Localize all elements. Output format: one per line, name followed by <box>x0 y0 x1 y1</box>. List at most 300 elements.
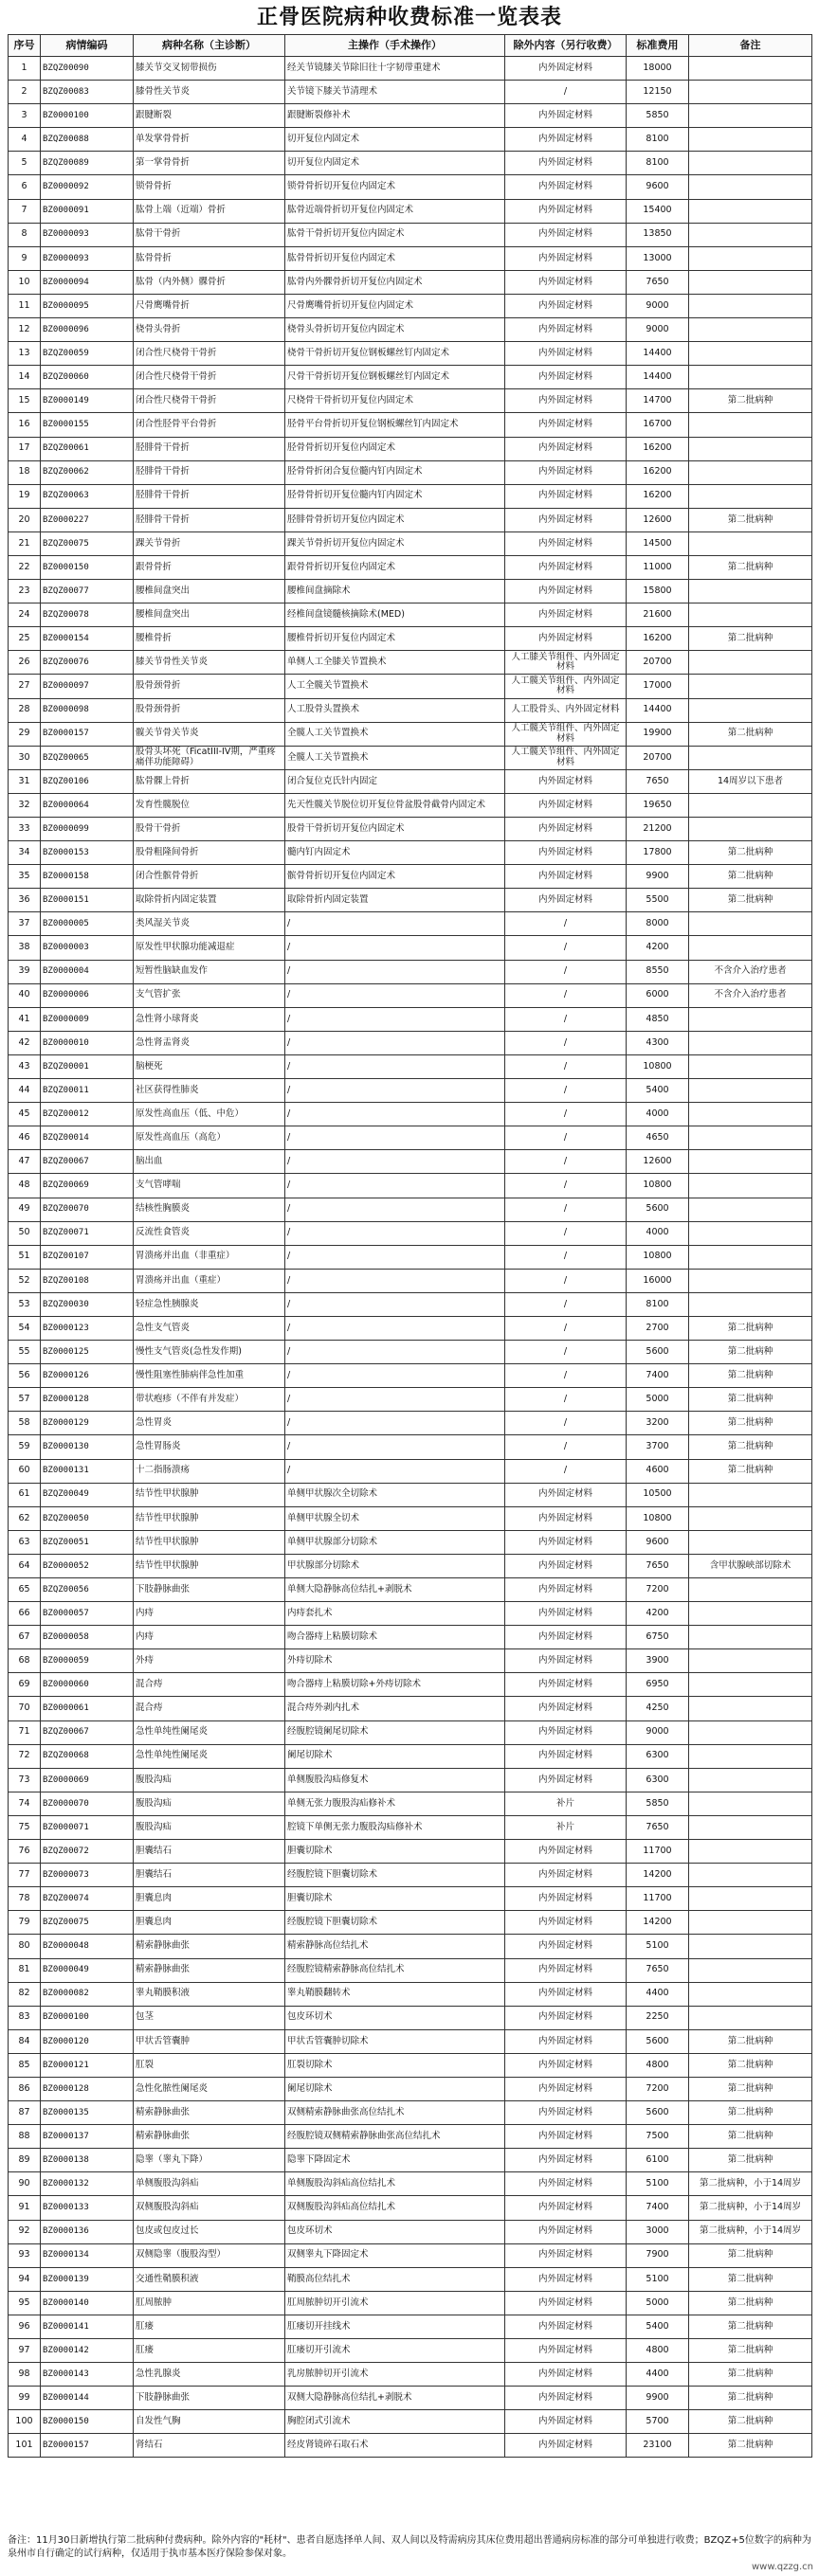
cell-index: 100 <box>9 2410 41 2434</box>
cell-fee: 8100 <box>627 152 689 175</box>
cell-fee: 18000 <box>627 57 689 81</box>
cell-disease: 双侧隐睾（腹股沟型） <box>134 2243 285 2267</box>
cell-excluded: 内外固定材料 <box>505 1602 627 1626</box>
cell-code: BZ0000006 <box>41 983 134 1007</box>
cell-remark <box>689 746 812 769</box>
cell-excluded: / <box>505 1388 627 1412</box>
table-row <box>9 2387 812 2410</box>
cell-code: BZ0000082 <box>41 1982 134 2006</box>
cell-disease: 第一掌骨骨折 <box>134 152 285 175</box>
cell-excluded: / <box>505 81 627 104</box>
cell-disease: 精索静脉曲张 <box>134 1935 285 1958</box>
table-row <box>9 1007 812 1031</box>
cell-operation: 先天性髋关节脱位切开复位骨盆股骨截骨内固定术 <box>285 793 505 817</box>
cell-index: 46 <box>9 1126 41 1150</box>
cell-excluded: 内外固定材料 <box>505 627 627 651</box>
cell-disease: 肱骨上端（近端）骨折 <box>134 199 285 223</box>
cell-index: 90 <box>9 2172 41 2196</box>
cell-code: BZ0000094 <box>41 270 134 294</box>
cell-index: 69 <box>9 1673 41 1697</box>
cell-remark <box>689 1292 812 1316</box>
cell-remark <box>689 1982 812 2006</box>
cell-disease: 脑出血 <box>134 1150 285 1174</box>
cell-code: BZQZ00056 <box>41 1578 134 1602</box>
cell-code: BZ0000071 <box>41 1815 134 1839</box>
cell-fee: 19900 <box>627 722 689 746</box>
cell-excluded: 内外固定材料 <box>505 2006 627 2029</box>
cell-excluded: 内外固定材料 <box>505 1506 627 1530</box>
cell-code: BZ0000097 <box>41 675 134 698</box>
cell-index: 48 <box>9 1174 41 1198</box>
cell-remark <box>689 1007 812 1031</box>
cell-index: 35 <box>9 865 41 889</box>
cell-remark <box>689 223 812 246</box>
table-row <box>9 2339 812 2363</box>
cell-fee: 15800 <box>627 580 689 603</box>
cell-index: 14 <box>9 366 41 389</box>
cell-fee: 5850 <box>627 104 689 128</box>
cell-index: 47 <box>9 1150 41 1174</box>
cell-code: BZQZ00059 <box>41 342 134 366</box>
cell-fee: 21200 <box>627 818 689 841</box>
cell-index: 88 <box>9 2125 41 2149</box>
cell-excluded: 内外固定材料 <box>505 1935 627 1958</box>
table-row <box>9 2363 812 2387</box>
cell-remark <box>689 1602 812 1626</box>
cell-operation: 甲状腺部分切除术 <box>285 1554 505 1577</box>
cell-code: BZ0000057 <box>41 1602 134 1626</box>
table-row <box>9 818 812 841</box>
cell-index: 34 <box>9 841 41 865</box>
cell-index: 85 <box>9 2053 41 2077</box>
cell-operation: 胫骨骨折切开复位髓内钉内固定术 <box>285 484 505 508</box>
cell-fee: 5600 <box>627 1198 689 1221</box>
cell-disease: 肱骨干骨折 <box>134 223 285 246</box>
cell-excluded: 内外固定材料 <box>505 389 627 413</box>
cell-index: 15 <box>9 389 41 413</box>
cell-operation: / <box>285 1198 505 1221</box>
cell-excluded: 内外固定材料 <box>505 1840 627 1864</box>
cell-disease: 包茎 <box>134 2006 285 2029</box>
cell-remark: 第二批病种 <box>689 865 812 889</box>
cell-remark <box>689 1530 812 1554</box>
cell-index: 50 <box>9 1221 41 1245</box>
cell-remark <box>689 1079 812 1103</box>
cell-index: 99 <box>9 2387 41 2410</box>
table-row <box>9 460 812 484</box>
table-body <box>9 57 812 2458</box>
cell-index: 38 <box>9 936 41 960</box>
cell-index: 13 <box>9 342 41 366</box>
cell-code: BZ0000140 <box>41 2291 134 2315</box>
cell-operation: 肛周脓肿切开引流术 <box>285 2291 505 2315</box>
cell-fee: 4300 <box>627 1031 689 1054</box>
cell-excluded: 内外固定材料 <box>505 128 627 152</box>
cell-excluded: 内外固定材料 <box>505 104 627 128</box>
cell-index: 60 <box>9 1459 41 1483</box>
cell-index: 22 <box>9 555 41 579</box>
cell-operation: 切开复位内固定术 <box>285 128 505 152</box>
cell-disease: 跟骨骨折 <box>134 555 285 579</box>
cell-excluded: 内外固定材料 <box>505 1673 627 1697</box>
cell-code: BZQZ00067 <box>41 1150 134 1174</box>
cell-code: BZQZ00050 <box>41 1506 134 1530</box>
cell-disease: 肛瘘 <box>134 2339 285 2363</box>
cell-operation: / <box>285 1054 505 1078</box>
cell-index: 96 <box>9 2315 41 2338</box>
cell-fee: 13850 <box>627 223 689 246</box>
cell-index: 43 <box>9 1054 41 1078</box>
cell-operation: / <box>285 1364 505 1388</box>
table-row <box>9 81 812 104</box>
table-row <box>9 1744 812 1768</box>
cell-code: BZ0000130 <box>41 1435 134 1459</box>
header-fee: 标准费用 <box>627 35 689 57</box>
cell-fee: 13000 <box>627 246 689 270</box>
cell-remark <box>689 698 812 722</box>
cell-fee: 9900 <box>627 865 689 889</box>
cell-code: BZQZ00069 <box>41 1174 134 1198</box>
table-row <box>9 1364 812 1388</box>
cell-operation: 肱骨骨折切开复位内固定术 <box>285 246 505 270</box>
table-row <box>9 175 812 199</box>
cell-code: BZ0000003 <box>41 936 134 960</box>
cell-disease: 肱骨（内外侧）髁骨折 <box>134 270 285 294</box>
cell-operation: / <box>285 1316 505 1340</box>
cell-fee: 8550 <box>627 960 689 983</box>
cell-excluded: 内外固定材料 <box>505 889 627 912</box>
cell-disease: 交通性鞘膜积液 <box>134 2267 285 2291</box>
cell-fee: 6300 <box>627 1768 689 1792</box>
page-title: 正骨医院病种收费标准一览表表 <box>256 5 562 29</box>
cell-index: 45 <box>9 1103 41 1126</box>
cell-operation: 尺骨干骨折切开复位钢板螺丝钉内固定术 <box>285 366 505 389</box>
cell-disease: 肛裂 <box>134 2053 285 2077</box>
cell-excluded: 内外固定材料 <box>505 2053 627 2077</box>
cell-index: 40 <box>9 983 41 1007</box>
cell-disease: 下肢静脉曲张 <box>134 2387 285 2410</box>
cell-excluded: 内外固定材料 <box>505 270 627 294</box>
cell-disease: 下肢静脉曲张 <box>134 1578 285 1602</box>
cell-fee: 5850 <box>627 1792 689 1815</box>
table-row <box>9 1506 812 1530</box>
cell-operation: 包皮环切术 <box>285 2006 505 2029</box>
cell-index: 56 <box>9 1364 41 1388</box>
table-row <box>9 1245 812 1269</box>
cell-index: 9 <box>9 246 41 270</box>
cell-disease: 髋关节骨关节炎 <box>134 722 285 746</box>
cell-remark <box>689 460 812 484</box>
cell-index: 17 <box>9 437 41 460</box>
cell-operation: 肛裂切除术 <box>285 2053 505 2077</box>
cell-disease: 股骨头坏死（FicatIII-IV期，严重疼痛伴功能障碍） <box>134 746 285 769</box>
cell-fee: 2250 <box>627 2006 689 2029</box>
cell-disease: 胃溃疡并出血（重症） <box>134 1269 285 1292</box>
cell-fee: 6300 <box>627 1744 689 1768</box>
cell-remark <box>689 1245 812 1269</box>
cell-fee: 9600 <box>627 175 689 199</box>
cell-excluded: 补片 <box>505 1792 627 1815</box>
cell-remark: 第二批病种 <box>689 508 812 531</box>
cell-disease: 精索静脉曲张 <box>134 2101 285 2125</box>
cell-remark <box>689 104 812 128</box>
cell-operation: 胫骨平台骨折切开复位钢板螺丝钉内固定术 <box>285 413 505 437</box>
cell-index: 6 <box>9 175 41 199</box>
cell-operation: 经腹腔镜下胆囊切除术 <box>285 1911 505 1935</box>
cell-disease: 腰椎骨折 <box>134 627 285 651</box>
cell-excluded: 内外固定材料 <box>505 2315 627 2338</box>
cell-code: BZ0000158 <box>41 865 134 889</box>
cell-index: 31 <box>9 769 41 793</box>
cell-excluded: 内外固定材料 <box>505 531 627 555</box>
cell-operation: / <box>285 1292 505 1316</box>
cell-operation: / <box>285 1079 505 1103</box>
cell-remark: 第二批病种 <box>689 1388 812 1412</box>
cell-disease: 包皮或包皮过长 <box>134 2220 285 2243</box>
cell-operation: / <box>285 1269 505 1292</box>
cell-fee: 3700 <box>627 1435 689 1459</box>
cell-excluded: 内外固定材料 <box>505 246 627 270</box>
table-row <box>9 531 812 555</box>
table-row <box>9 366 812 389</box>
cell-disease: 原发性甲状腺功能减退症 <box>134 936 285 960</box>
cell-operation: 肛瘘切开引流术 <box>285 2339 505 2363</box>
cell-fee: 8100 <box>627 1292 689 1316</box>
cell-index: 81 <box>9 1958 41 1982</box>
cell-code: BZ0000010 <box>41 1031 134 1054</box>
table-row <box>9 2410 812 2434</box>
cell-excluded: 内外固定材料 <box>505 1578 627 1602</box>
cell-code: BZQZ00051 <box>41 1530 134 1554</box>
cell-remark <box>689 1483 812 1506</box>
table-row <box>9 1768 812 1792</box>
cell-operation: 锁骨骨折切开复位内固定术 <box>285 175 505 199</box>
cell-fee: 8100 <box>627 128 689 152</box>
cell-excluded: / <box>505 1412 627 1435</box>
cell-fee: 5000 <box>627 2291 689 2315</box>
cell-code: BZ0000131 <box>41 1459 134 1483</box>
cell-code: BZ0000100 <box>41 104 134 128</box>
cell-code: BZ0000093 <box>41 223 134 246</box>
cell-operation: / <box>285 1031 505 1054</box>
cell-fee: 9900 <box>627 2387 689 2410</box>
cell-excluded: 内外固定材料 <box>505 1864 627 1887</box>
cell-operation: 外痔切除术 <box>285 1649 505 1673</box>
cell-disease: 胫腓骨干骨折 <box>134 484 285 508</box>
cell-disease: 结节性甲状腺肿 <box>134 1554 285 1577</box>
cell-fee: 11000 <box>627 555 689 579</box>
cell-operation: 单侧甲状腺全切术 <box>285 1506 505 1530</box>
cell-code: BZQZ00090 <box>41 57 134 81</box>
cell-disease: 结节性甲状腺肿 <box>134 1506 285 1530</box>
cell-disease: 内痔 <box>134 1626 285 1649</box>
cell-operation: 双侧腹股沟斜疝高位结扎术 <box>285 2196 505 2220</box>
cell-remark <box>689 57 812 81</box>
cell-excluded: 内外固定材料 <box>505 2220 627 2243</box>
cell-excluded: 内外固定材料 <box>505 2243 627 2267</box>
cell-operation: 阑尾切除术 <box>285 1744 505 1768</box>
table-row <box>9 1649 812 1673</box>
table-row <box>9 1935 812 1958</box>
cell-excluded: 内外固定材料 <box>505 1982 627 2006</box>
cell-index: 30 <box>9 746 41 769</box>
cell-index: 1 <box>9 57 41 81</box>
cell-fee: 5100 <box>627 1935 689 1958</box>
cell-index: 73 <box>9 1768 41 1792</box>
cell-code: BZ0000227 <box>41 508 134 531</box>
cell-remark: 第二批病种 <box>689 2149 812 2172</box>
cell-fee: 17800 <box>627 841 689 865</box>
table-row <box>9 1911 812 1935</box>
cell-fee: 14400 <box>627 366 689 389</box>
cell-disease: 急性胃肠炎 <box>134 1435 285 1459</box>
cell-index: 27 <box>9 675 41 698</box>
cell-code: BZ0000150 <box>41 2410 134 2434</box>
cell-operation: 闭合复位克氏针内固定 <box>285 769 505 793</box>
cell-disease: 锁骨骨折 <box>134 175 285 199</box>
cell-excluded: 内外固定材料 <box>505 2125 627 2149</box>
table-row <box>9 936 812 960</box>
cell-remark <box>689 1864 812 1887</box>
cell-operation: / <box>285 1388 505 1412</box>
header-operation: 主操作（手术操作） <box>285 35 505 57</box>
cell-code: BZQZ00049 <box>41 1483 134 1506</box>
table-row <box>9 2291 812 2315</box>
cell-operation: 肛瘘切开挂线术 <box>285 2315 505 2338</box>
cell-index: 80 <box>9 1935 41 1958</box>
cell-excluded: 内外固定材料 <box>505 865 627 889</box>
cell-remark <box>689 651 812 675</box>
cell-fee: 17000 <box>627 675 689 698</box>
cell-index: 57 <box>9 1388 41 1412</box>
table-row <box>9 983 812 1007</box>
cell-disease: 急性化脓性阑尾炎 <box>134 2077 285 2100</box>
cell-index: 55 <box>9 1341 41 1364</box>
cell-fee: 16200 <box>627 437 689 460</box>
cell-operation: 全髋人工关节置换术 <box>285 722 505 746</box>
cell-remark: 14周岁以下患者 <box>689 769 812 793</box>
cell-code: BZQZ00070 <box>41 1198 134 1221</box>
table-row <box>9 1388 812 1412</box>
cell-remark <box>689 1911 812 1935</box>
cell-operation: 鞘膜高位结扎术 <box>285 2267 505 2291</box>
cell-remark <box>689 912 812 936</box>
cell-remark <box>689 1578 812 1602</box>
cell-code: BZ0000126 <box>41 1364 134 1388</box>
cell-fee: 6000 <box>627 983 689 1007</box>
cell-fee: 3900 <box>627 1649 689 1673</box>
cell-excluded: / <box>505 960 627 983</box>
cell-excluded: 内外固定材料 <box>505 1649 627 1673</box>
cell-disease: 内痔 <box>134 1602 285 1626</box>
cell-fee: 4400 <box>627 2363 689 2387</box>
cell-operation: 胆囊切除术 <box>285 1840 505 1864</box>
table-row <box>9 318 812 342</box>
cell-remark: 第二批病种 <box>689 2434 812 2458</box>
cell-remark <box>689 128 812 152</box>
cell-disease: 发育性髋脱位 <box>134 793 285 817</box>
cell-fee: 7650 <box>627 270 689 294</box>
cell-fee: 7650 <box>627 1554 689 1577</box>
cell-fee: 7400 <box>627 2196 689 2220</box>
cell-disease: 急性胃炎 <box>134 1412 285 1435</box>
cell-operation: 腔镜下单侧无张力腹股沟疝修补术 <box>285 1815 505 1839</box>
cell-fee: 14200 <box>627 1911 689 1935</box>
cell-remark <box>689 199 812 223</box>
cell-remark <box>689 1840 812 1864</box>
cell-index: 23 <box>9 580 41 603</box>
cell-index: 4 <box>9 128 41 152</box>
cell-disease: 膝关节交叉韧带损伤 <box>134 57 285 81</box>
table-row <box>9 223 812 246</box>
cell-disease: 胆囊结石 <box>134 1864 285 1887</box>
cell-fee: 3200 <box>627 1412 689 1435</box>
cell-index: 51 <box>9 1245 41 1269</box>
cell-disease: 跟腱断裂 <box>134 104 285 128</box>
cell-excluded: 内外固定材料 <box>505 1483 627 1506</box>
table-row <box>9 1198 812 1221</box>
table-row <box>9 722 812 746</box>
cell-operation: 跟骨骨折切开复位内固定术 <box>285 555 505 579</box>
cell-remark: 第二批病种，小于14周岁 <box>689 2220 812 2243</box>
cell-fee: 15400 <box>627 199 689 223</box>
cell-fee: 4800 <box>627 2339 689 2363</box>
cell-operation: 切开复位内固定术 <box>285 152 505 175</box>
header-remark: 备注 <box>689 35 812 57</box>
cell-fee: 5100 <box>627 2172 689 2196</box>
cell-fee: 7650 <box>627 769 689 793</box>
cell-operation: 桡骨干骨折切开复位钢板螺丝钉内固定术 <box>285 342 505 366</box>
cell-remark: 第二批病种 <box>689 2291 812 2315</box>
cell-code: BZ0000058 <box>41 1626 134 1649</box>
cell-index: 63 <box>9 1530 41 1554</box>
cell-code: BZ0000139 <box>41 2267 134 2291</box>
cell-disease: 双侧腹股沟斜疝 <box>134 2196 285 2220</box>
cell-index: 70 <box>9 1697 41 1720</box>
cell-operation: 甲状舌管囊肿切除术 <box>285 2029 505 2053</box>
cell-disease: 精索静脉曲张 <box>134 2125 285 2149</box>
cell-disease: 胫腓骨干骨折 <box>134 508 285 531</box>
cell-code: BZ0000128 <box>41 2077 134 2100</box>
cell-index: 3 <box>9 104 41 128</box>
cell-code: BZ0000005 <box>41 912 134 936</box>
cell-excluded: 内外固定材料 <box>505 460 627 484</box>
cell-fee: 4650 <box>627 1126 689 1150</box>
cell-operation: / <box>285 936 505 960</box>
cell-excluded: / <box>505 1221 627 1245</box>
cell-code: BZ0000157 <box>41 722 134 746</box>
table-row <box>9 128 812 152</box>
cell-code: BZ0000099 <box>41 818 134 841</box>
cell-fee: 4200 <box>627 1602 689 1626</box>
cell-excluded: / <box>505 983 627 1007</box>
cell-code: BZ0000129 <box>41 1412 134 1435</box>
cell-remark: 不含介入治疗患者 <box>689 960 812 983</box>
cell-remark <box>689 437 812 460</box>
table-row <box>9 1602 812 1626</box>
cell-code: BZ0000143 <box>41 2363 134 2387</box>
table-row <box>9 246 812 270</box>
cell-excluded: 内外固定材料 <box>505 1887 627 1911</box>
table-row <box>9 1103 812 1126</box>
cell-disease: 支气管哮喘 <box>134 1174 285 1198</box>
cell-fee: 16700 <box>627 413 689 437</box>
cell-excluded: 内外固定材料 <box>505 57 627 81</box>
cell-code: BZ0000095 <box>41 294 134 317</box>
watermark: www.qzzg.cn <box>751 2562 813 2572</box>
cell-fee: 2700 <box>627 1316 689 1340</box>
header-excluded: 除外内容（另行收费） <box>505 35 627 57</box>
